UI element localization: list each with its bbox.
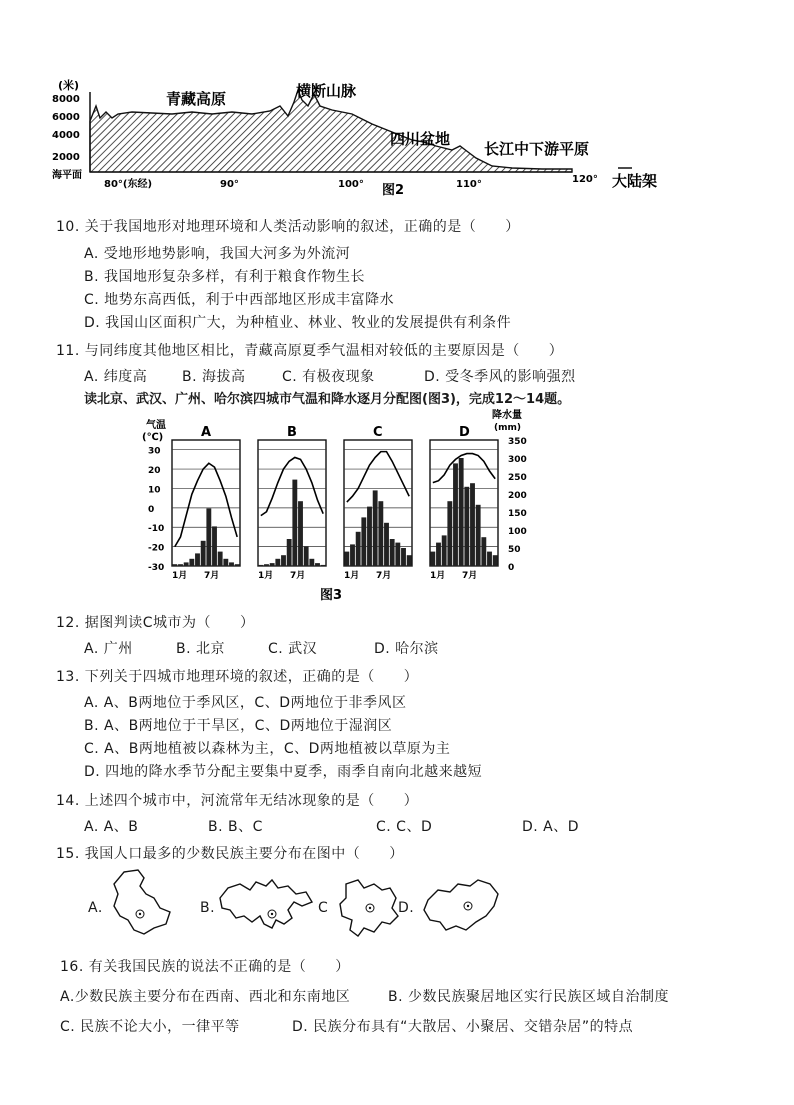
climate-panel-c <box>344 425 412 581</box>
y-tick-8000: 8000 <box>52 94 80 105</box>
precip-bar <box>229 562 234 566</box>
x-tick-100: 100° <box>338 179 364 190</box>
precip-bar <box>218 552 223 566</box>
precip-tick-label: 350 <box>508 437 527 447</box>
precip-tick-label: 50 <box>508 545 521 555</box>
month-label-jul: 7月 <box>204 571 220 581</box>
y-tick-6000: 6000 <box>52 112 80 123</box>
y-tick-4000: 4000 <box>52 130 80 141</box>
precip-bar <box>384 523 389 566</box>
precip-bar <box>401 548 406 566</box>
y-unit-label: (米) <box>58 79 80 92</box>
climate-panel-b <box>258 425 326 581</box>
precip-bar <box>287 539 292 566</box>
precip-bar <box>258 565 263 566</box>
x-tick-90: 90° <box>220 179 239 190</box>
precip-bar <box>264 564 269 566</box>
panel-frame <box>172 440 240 566</box>
question-14-option-d: D. A、D <box>522 819 580 835</box>
precip-bar <box>361 517 366 566</box>
question-16-option-b: B. 少数民族聚居地区实行民族区域自治制度 <box>388 989 670 1005</box>
temp-axis-unit: (℃) <box>142 432 164 443</box>
precip-bar <box>189 559 194 566</box>
climate-panel-d <box>430 425 498 581</box>
question-15-option-c: C <box>318 900 329 916</box>
x-tick-110: 110° <box>456 179 482 190</box>
precip-tick-label: 100 <box>508 527 527 537</box>
month-label-jan: 1月 <box>344 571 360 581</box>
question-15-option-d: D. <box>398 900 415 916</box>
question-16-option-a: A.少数民族主要分布在西南、西北和东南地区 <box>60 989 351 1005</box>
precip-bar <box>390 539 395 566</box>
precip-bar <box>453 463 458 566</box>
precip-bar <box>476 505 481 566</box>
precip-bar <box>436 543 441 566</box>
label-sichuan-basin: 四川盆地 <box>390 130 451 148</box>
question-14-stem: 14. 上述四个城市中，河流常年无结冰现象的是（ ） <box>56 793 419 809</box>
precip-bar <box>373 490 378 566</box>
question-13-option-d: D. 四地的降水季节分配主要集中夏季，雨季自南向北越来越短 <box>84 764 483 780</box>
temp-tick-label: 20 <box>148 466 161 477</box>
question-12-stem: 12. 据图判读C城市为（ ） <box>56 615 255 631</box>
precip-bar <box>430 552 435 566</box>
panel-label: B <box>287 425 297 440</box>
question-14-option-b: B. B、C <box>208 819 263 835</box>
precip-bar <box>223 559 228 566</box>
question-11-stem: 11. 与同纬度其他地区相比，青藏高原夏季气温相对较低的主要原因是（ ） <box>56 343 564 359</box>
precip-bar <box>304 546 309 566</box>
precip-bar <box>172 564 177 566</box>
precip-bar <box>275 559 280 566</box>
temp-tick-label: -20 <box>148 543 165 554</box>
precip-bar <box>464 487 469 566</box>
question-10-option-a: A. 受地形地势影响，我国大河多为外流河 <box>84 246 351 262</box>
precip-bar <box>487 552 492 566</box>
precip-bar <box>407 555 412 566</box>
question-13-stem: 13. 下列关于四城市地理环境的叙述，正确的是（ ） <box>56 669 419 685</box>
question-11-option-a: A. 纬度高 <box>84 369 148 385</box>
question-13-option-a: A. A、B两地位于季风区，C、D两地位于非季风区 <box>84 695 407 711</box>
label-qinghai-tibet-plateau: 青藏高原 <box>166 90 227 108</box>
precip-bar <box>195 553 200 566</box>
temp-tick-label: 0 <box>148 504 155 515</box>
temp-tick-label: 30 <box>148 446 161 457</box>
precip-bar <box>178 564 183 566</box>
precip-bar <box>201 541 206 566</box>
question-15-option-b: B. <box>200 900 216 916</box>
question-12-option-a: A. 广州 <box>84 641 133 657</box>
province-outline-c <box>334 876 402 940</box>
question-16-option-c: C. 民族不论大小，一律平等 <box>60 1019 240 1035</box>
precip-bar <box>344 552 349 566</box>
question-12-option-d: D. 哈尔滨 <box>374 641 439 657</box>
label-yangtze-plain: 长江中下游平原 <box>484 140 590 158</box>
question-13-option-b: B. A、B两地位于干旱区，C、D两地位于湿润区 <box>84 718 393 734</box>
question-12-option-b: B. 北京 <box>176 641 226 657</box>
precip-bar <box>298 501 303 566</box>
label-hengduan-mountains: 横断山脉 <box>296 82 357 100</box>
question-11-option-d: D. 受冬季风的影响强烈 <box>424 369 576 385</box>
precip-tick-label: 250 <box>508 473 527 483</box>
figure-2-terrain-profile <box>52 76 692 198</box>
precip-tick-label: 150 <box>508 509 527 519</box>
temp-tick-label: -10 <box>148 524 165 535</box>
precip-bar <box>235 564 240 566</box>
precip-bar <box>493 555 498 566</box>
precip-bar <box>270 563 275 566</box>
precip-bar <box>459 458 464 566</box>
precip-bar <box>367 507 372 566</box>
climate-panel-a <box>172 425 240 581</box>
question-10-stem: 10. 关于我国地形对地理环境和人类活动影响的叙述，正确的是（ ） <box>56 219 520 235</box>
precip-bar <box>321 565 326 566</box>
precip-axis-unit: (mm) <box>494 423 521 433</box>
panel-label: C <box>373 425 383 440</box>
question-11-option-c: C. 有极夜现象 <box>282 369 375 385</box>
precip-axis-label: 降水量 <box>492 410 522 421</box>
precip-bar <box>309 559 314 566</box>
temp-tick-label: -30 <box>148 563 165 573</box>
figure-3-caption: 图3 <box>320 588 343 603</box>
precip-bar <box>356 532 361 566</box>
figure-3-climate-charts <box>140 408 540 606</box>
label-continental-shelf: 大陆架 <box>612 172 658 190</box>
x-tick-120: 120° <box>572 174 598 185</box>
precip-bar <box>442 535 447 566</box>
month-label-jul: 7月 <box>290 571 306 581</box>
precip-bar <box>212 526 217 566</box>
question-12-option-c: C. 武汉 <box>268 641 318 657</box>
climate-charts-svg <box>140 408 540 606</box>
question-16-stem: 16. 有关我国民族的说法不正确的是（ ） <box>60 959 350 975</box>
question-13-option-c: C. A、B两地植被以森林为主，C、D两地植被以草原为主 <box>84 741 451 757</box>
question-15-option-a: A. <box>88 900 103 916</box>
precip-bar <box>378 501 383 566</box>
precip-bar <box>281 555 286 566</box>
question-14-option-a: A. A、B <box>84 819 139 835</box>
province-outline-d <box>420 876 504 936</box>
precip-bar <box>315 563 320 566</box>
province-outline-a <box>104 868 178 938</box>
terrain-area <box>90 90 572 172</box>
question-10-option-d: D. 我国山区面积广大，为种植业、林业、牧业的发展提供有利条件 <box>84 315 512 331</box>
question-16-option-d: D. 民族分布具有“大散居、小聚居、交错杂居”的特点 <box>292 1019 634 1035</box>
precip-bar <box>395 543 400 566</box>
y-tick-2000: 2000 <box>52 152 80 163</box>
temp-tick-label: 10 <box>148 485 161 496</box>
precip-bar <box>292 480 297 566</box>
month-label-jan: 1月 <box>172 571 188 581</box>
month-label-jan: 1月 <box>258 571 274 581</box>
precip-tick-label: 200 <box>508 491 527 501</box>
province-outline-b <box>216 876 316 932</box>
x-tick-80: 80°(东经) <box>104 179 153 190</box>
temp-axis-label: 气温 <box>146 420 166 431</box>
precip-tick-label: 300 <box>508 455 527 465</box>
question-11-option-b: B. 海拔高 <box>182 369 246 385</box>
precip-bar <box>481 537 486 566</box>
panel-label: D <box>459 425 470 440</box>
month-label-jul: 7月 <box>462 571 478 581</box>
month-label-jul: 7月 <box>376 571 392 581</box>
y-tick-sea-level: 海平面 <box>52 170 82 181</box>
question-15-stem: 15. 我国人口最多的少数民族主要分布在图中（ ） <box>56 846 404 862</box>
figure-2-caption: 图2 <box>382 183 405 198</box>
question-14-option-c: C. C、D <box>376 819 433 835</box>
read-instruction: 读北京、武汉、广州、哈尔滨四城市气温和降水逐月分配图(图3)，完成12～14题。 <box>84 392 571 407</box>
precip-bar <box>184 562 189 566</box>
precip-bar <box>350 544 355 566</box>
question-10-option-b: B. 我国地形复杂多样，有利于粮食作物生长 <box>84 269 366 285</box>
panel-label: A <box>201 425 212 440</box>
precip-bar <box>447 501 452 566</box>
precip-tick-label: 0 <box>508 563 515 573</box>
month-label-jan: 1月 <box>430 571 446 581</box>
precip-bar <box>206 508 211 566</box>
precip-bar <box>470 483 475 566</box>
terrain-profile-svg <box>52 76 692 198</box>
question-10-option-c: C. 地势东高西低，利于中西部地区形成丰富降水 <box>84 292 395 308</box>
